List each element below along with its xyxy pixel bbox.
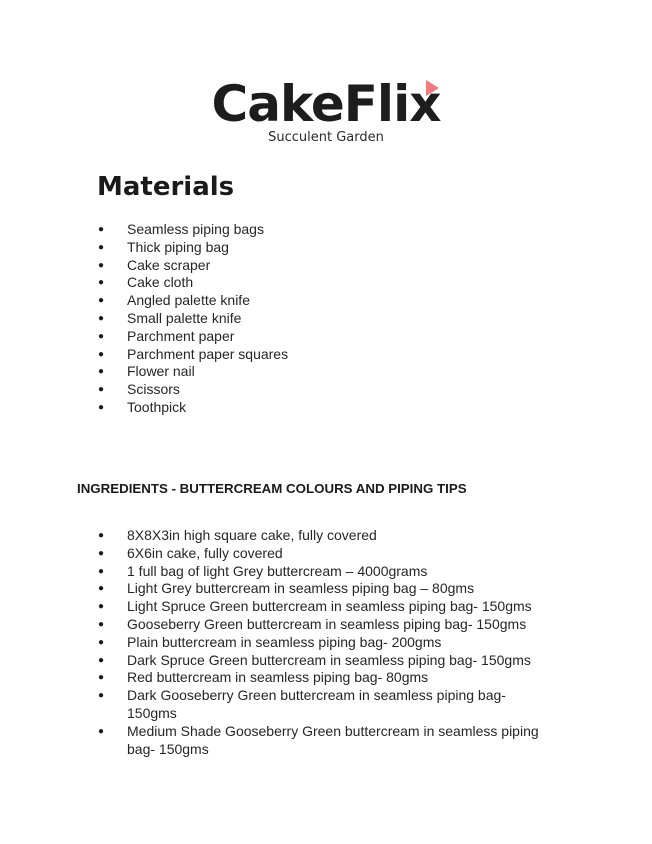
list-item: ● Cake cloth [109,274,529,292]
list-item: ● Medium Shade Gooseberry Green buttercream in seamless piping bag- 150gms [109,723,549,759]
list-item: ● Light Spruce Green buttercream in seamless piping bag- 150gms [109,598,549,616]
list-item: ● Small palette knife [109,310,529,328]
play-triangle-icon [426,80,439,96]
materials-heading: Materials [97,172,235,202]
list-item: ● Flower nail [109,363,529,381]
list-item: ● Gooseberry Green buttercream in seamless piping bag- 150gms [109,616,549,634]
list-item: ● Dark Gooseberry Green buttercream in seamless piping bag- 150gms [109,687,549,723]
list-item: ● Parchment paper [109,328,529,346]
list-item: ● Angled palette knife [109,292,529,310]
list-item: ● Red buttercream in seamless piping bag- 80gms [109,669,549,687]
list-item: ● Parchment paper squares [109,346,529,364]
cakeflix-logo [0,74,652,145]
materials-list [109,221,529,417]
list-item: ● Plain buttercream in seamless piping bag- 200gms [109,634,549,652]
ingredients-list [109,527,549,758]
list-item: ● Toothpick [109,399,529,417]
list-item: ● Scissors [109,381,529,399]
list-item: ● 8X8X3in high square cake, fully covered [109,527,549,545]
logo-wordmark-text: CakeFlix [211,75,441,133]
logo-wordmark [212,74,441,134]
ingredients-heading: INGREDIENTS - BUTTERCREAM COLOURS AND PIPING TIPS [77,481,467,496]
list-item: ● Dark Spruce Green buttercream in seamless piping bag- 150gms [109,652,549,670]
list-item: ● Seamless piping bags [109,221,529,239]
list-item: ● 6X6in cake, fully covered [109,545,549,563]
list-item: ● Thick piping bag [109,239,529,257]
list-item: ● Light Grey buttercream in seamless piping bag – 80gms [109,580,549,598]
logo-subtitle: Succulent Garden [268,130,384,145]
list-item: ● 1 full bag of light Grey buttercream – 4000grams [109,563,549,581]
list-item: ● Cake scraper [109,257,529,275]
